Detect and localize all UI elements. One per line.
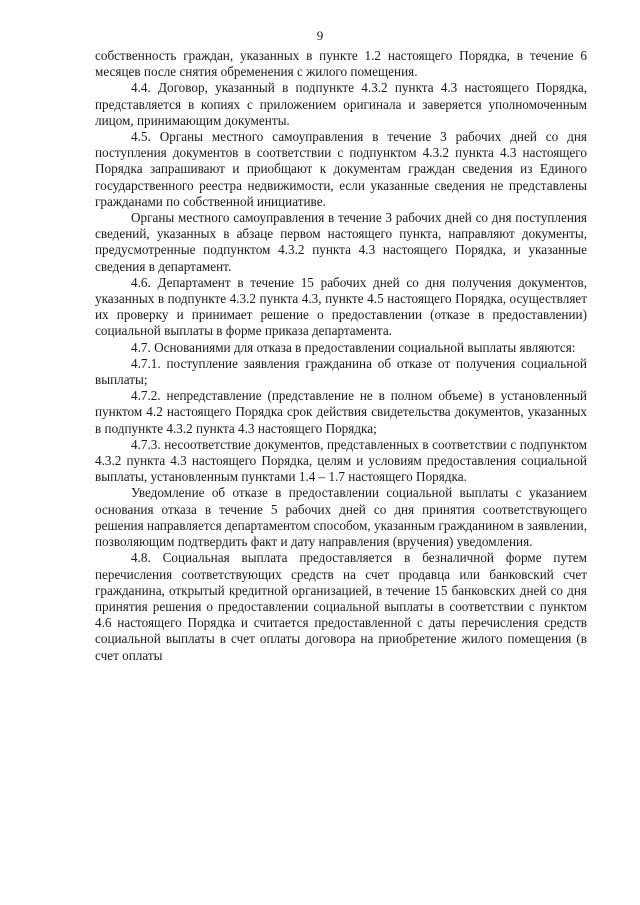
paragraph-4-4: 4.4. Договор, указанный в подпункте 4.3.2 пункта 4.3 настоящего Порядка, представляется в копиях с приложением оригинала и заверяется уполномоченным лицом, принимающим документы. [95, 80, 587, 128]
paragraph-4-7-1: 4.7.1. поступление заявления гражданина об отказе от получения социальной выплаты; [95, 355, 587, 388]
paragraph-4-8: 4.8. Социальная выплата предоставляется в безналичной форме путем перечисления соответствующих средств на счет продавца или банковский счет гражданина, открытый кредитной организацией, в течение 15 банковских дней со дня принятия решения о предоставлении социальной выплаты в соответствии с пунктом 4.6 настоящего Порядка и считается предоставленной с даты перечисления средств социальной выплаты в счет оплаты договора на приобретение жилого помещения (в счет оплаты [95, 550, 587, 663]
paragraph-4-7: 4.7. Основаниями для отказа в предоставлении социальной выплаты являются: [131, 339, 576, 355]
document-body [95, 48, 587, 664]
paragraph-4-6: 4.6. Департамент в течение 15 рабочих дней со дня получения документов, указанных в подпункте 4.3.2 пункта 4.3, пункте 4.5 настоящего Порядка, осуществляет их проверку и принимает решение о предоставлении (отказе в предоставлении) социальной выплаты в форме приказа департамента. [95, 274, 587, 339]
paragraph-4-7-3: 4.7.3. несоответствие документов, представленных в соответствии с подпунктом 4.3.2 пункта 4.3 настоящего Порядка, целям и условиям предоставления социальной выплаты, установленным пунктами 1.4 – 1.7 настоящего Порядка. [95, 436, 587, 485]
paragraph-4-5: 4.5. Органы местного самоуправления в течение 3 рабочих дней со дня поступления документов в соответствии с подпунктом 4.3.2 пункта 4.3 настоящего Порядка запрашивают и приобщают к документам граждан сведения из Единого государственного реестра недвижимости, если указанные сведения не представлены гражданами по собственной инициативе. [95, 129, 587, 209]
paragraph-4-7-2: 4.7.2. непредставление (представление не в полном объеме) в установленный пунктом 4.2 настоящего Порядка срок действия свидетельства документов, указанных в подпункте 4.3.2 пункта 4.3 настоящего Порядка; [95, 388, 587, 436]
paragraph-refusal-notice: Уведомление об отказе в предоставлении социальной выплаты с указанием основания отказа в течение 5 рабочих дней со дня принятия соответствующего решения направляется департаментом способом, указанным гражданином в заявлении, позволяющим подтвердить факт и дату направления (вручения) уведомления. [95, 485, 587, 550]
paragraph-continuation: собственность граждан, указанных в пункте 1.2 настоящего Порядка, в течение 6 месяцев после снятия обременения с жилого помещения. [95, 48, 587, 80]
page-number: 9 [316, 28, 324, 43]
paragraph-4-5-second: Органы местного самоуправления в течение 3 рабочих дней со дня поступления сведений, указанных в абзаце первом настоящего пункта, направляют документы, предусмотренные подпунктом 4.3.2 пункта 4.3 настоящего Порядка, и указанные сведения в департамент. [95, 210, 587, 274]
